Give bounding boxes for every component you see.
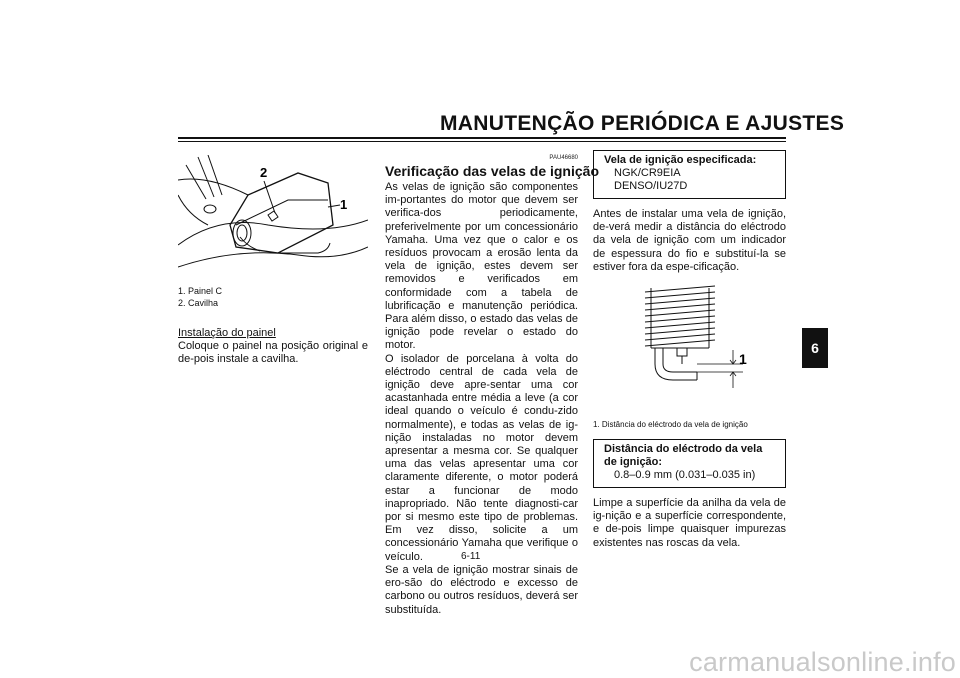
spark-plug-spec-box: [593, 150, 786, 199]
page-number: 6-11: [461, 551, 481, 562]
right-column: [593, 150, 786, 550]
figure-caption: 1. Distância do eléctrodo da vela de ignição: [593, 420, 748, 430]
page-title: MANUTENÇÃO PERIÓDICA E AJUSTES: [440, 112, 845, 135]
legend-item: 2. Cavilha: [178, 298, 219, 308]
panel-illustration: [178, 155, 368, 278]
watermark: carmanualsonline.info: [689, 647, 956, 677]
body-paragraph: O isolador de porcelana à volta do eléctrodo central de cada vela de ignição deve apre-sentar uma cor acastanhada entre média a leve (a cor ideal quando o veículo é condu-zido normalmente), e todas as velas de ig-nição instaladas no motor devem apresentar a mesma cor. Se qualquer uma das velas apresentar uma cor claramente diferente, o motor poderá estar a funcionar de modo inapropriado. Não tente diagnosti-car por si mesmo este tipo de problemas. Em vez disso, solicite a um concessionário Yamaha que verifique o veículo.: [385, 352, 578, 563]
section-code: PAU46680: [549, 155, 578, 161]
header-rule-thin: [178, 141, 786, 142]
body-paragraph: Antes de instalar uma vela de ignição, de-verá medir a distância do eléctrodo da vela de ignição com um indicador de espessura do fio e substituí-la se estiver fora da espe-cificação.: [593, 208, 786, 273]
gap-box-title: Distância do eléctrodo da vela de ignição:: [604, 443, 763, 469]
chapter-tab: 6: [802, 328, 828, 368]
legend-item: 1. Painel C: [178, 286, 223, 296]
callout-1: 1: [340, 197, 348, 212]
body-paragraph: Limpe a superfície da anilha da vela de ig-nição e a superfície correspondente, e de-pois limpe quaisquer impurezas existentes nas roscas da vela.: [593, 497, 786, 549]
section-heading: Verificação das velas de ignição: [385, 163, 599, 179]
body-paragraph: As velas de ignição são componentes im-portantes do motor que devem ser verifica-dos periodicamente, preferivelmente por um concessionário Yamaha. Uma vez que o calor e os resíduos provocam a erosão lenta da vela de ignição, estes devem ser removidos e verificados em conformidade com a tabela de lubrificação e manutenção periódica. Para além disso, o estado das velas de ignição pode revelar o estado do motor.: [385, 181, 578, 352]
spark-plug-figure: [593, 284, 786, 416]
body-text: Coloque o painel na posição original e de-pois instale a cavilha.: [178, 340, 368, 366]
panel-figure: [178, 155, 368, 278]
body-paragraph: Se a vela de ignição mostrar sinais de ero-são do eléctrodo e excesso de carbono ou outros resíduos, deverá ser substituída.: [385, 563, 578, 616]
header-rule: [178, 137, 786, 139]
electrode-gap-box: [593, 439, 786, 488]
gap-value: 0.8–0.9 mm (0.031–0.035 in): [614, 469, 756, 482]
section-subheading: Instalação do painel: [178, 327, 276, 339]
spec-box-title: Vela de ignição especificada:: [604, 154, 757, 166]
middle-column: [385, 155, 599, 617]
callout-2: 2: [260, 165, 268, 180]
figure-legend: [178, 285, 368, 309]
left-column: [178, 155, 368, 367]
spark-plug-illustration: [593, 284, 786, 416]
spec-value: DENSO/IU27D: [614, 180, 688, 192]
spec-value: NGK/CR9EIA: [614, 167, 681, 179]
plug-callout-1: 1: [739, 351, 747, 368]
